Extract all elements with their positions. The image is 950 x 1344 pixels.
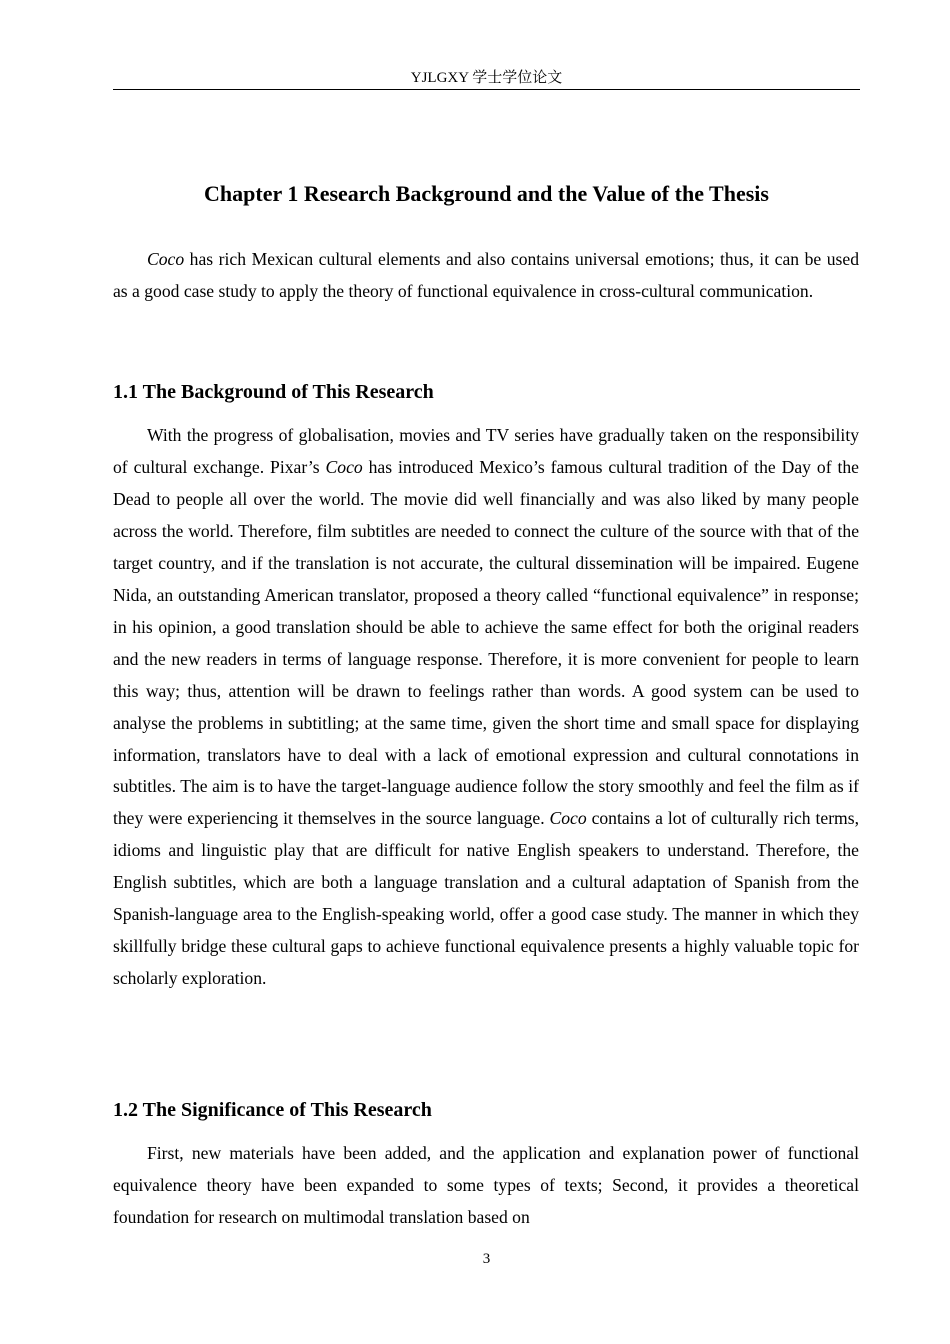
chapter-title: Chapter 1 Research Background and the Value of the Thesis xyxy=(204,181,769,206)
section-heading-1-2: 1.2 The Significance of This Research xyxy=(113,1099,432,1121)
intro-paragraph xyxy=(113,244,859,308)
section-heading-1-1: 1.1 The Background of This Research xyxy=(113,381,434,403)
intro-text: has rich Mexican cultural elements and also contains universal emotions; thus, it can be used as a good case study to apply the theory of functional equivalence in cross-cultural communication. xyxy=(113,249,859,301)
film-title-italic: Coco xyxy=(549,808,587,829)
film-title-italic: Coco xyxy=(147,249,185,269)
background-text-c: contains a lot of culturally rich terms, idioms and linguistic play that are difficult for native English speakers to understand. Therefore, the English subtitles, which are both a language translation and a cultural adaptation of Spanish from the Spanish-language area to the English-speaking world, offer a good case study. The manner in which they skillfully bridge these cultural gaps to achieve functional equivalence presents a highly valuable topic for scholarly exploration. xyxy=(113,808,859,989)
film-title-italic: Coco xyxy=(325,456,363,477)
significance-text: First, new materials have been added, and the application and explanation power of functional equivalence theory have been expanded to some types of texts; Second, it provides a theoretical foundation for research on multimodal translation based on xyxy=(113,1143,859,1227)
running-header: YJLGXY 学士学位论文 xyxy=(410,70,563,86)
background-text-b: has introduced Mexico’s famous cultural tradition of the Day of the Dead to people all over the world. The movie did well financially and was also liked by many people across the world. Therefore, film subtitles are needed to connect the culture of the source with that of the target country, and if the translation is not accurate, the cultural dissemination will be impaired. Eugene Nida, an outstanding American translator, proposed a theory called “functional equivalence” in response; in his opinion, a good translation should be able to achieve the same effect for both the original readers and the new readers in terms of language response. Therefore, it is more convenient for people to learn this way; thus, attention will be drawn to feelings rather than words. A good system can be used to analyse the problems in subtitling; at the same time, given the short time and small space for displaying information, translators have to deal with a lack of emotional expression and cultural connotations in subtitles. The aim is to have the target-language audience follow the story smoothly and feel the film as if they were experiencing it themselves in the source language. xyxy=(113,456,859,829)
page-number: 3 xyxy=(482,1251,491,1267)
background-paragraph xyxy=(113,420,859,995)
header-rule xyxy=(113,89,860,90)
background-text-a: With the progress of globalisation, movies and TV series have gradually taken on the responsibility of cultural exchange. Pixar’s xyxy=(113,425,859,477)
significance-paragraph xyxy=(113,1138,859,1234)
